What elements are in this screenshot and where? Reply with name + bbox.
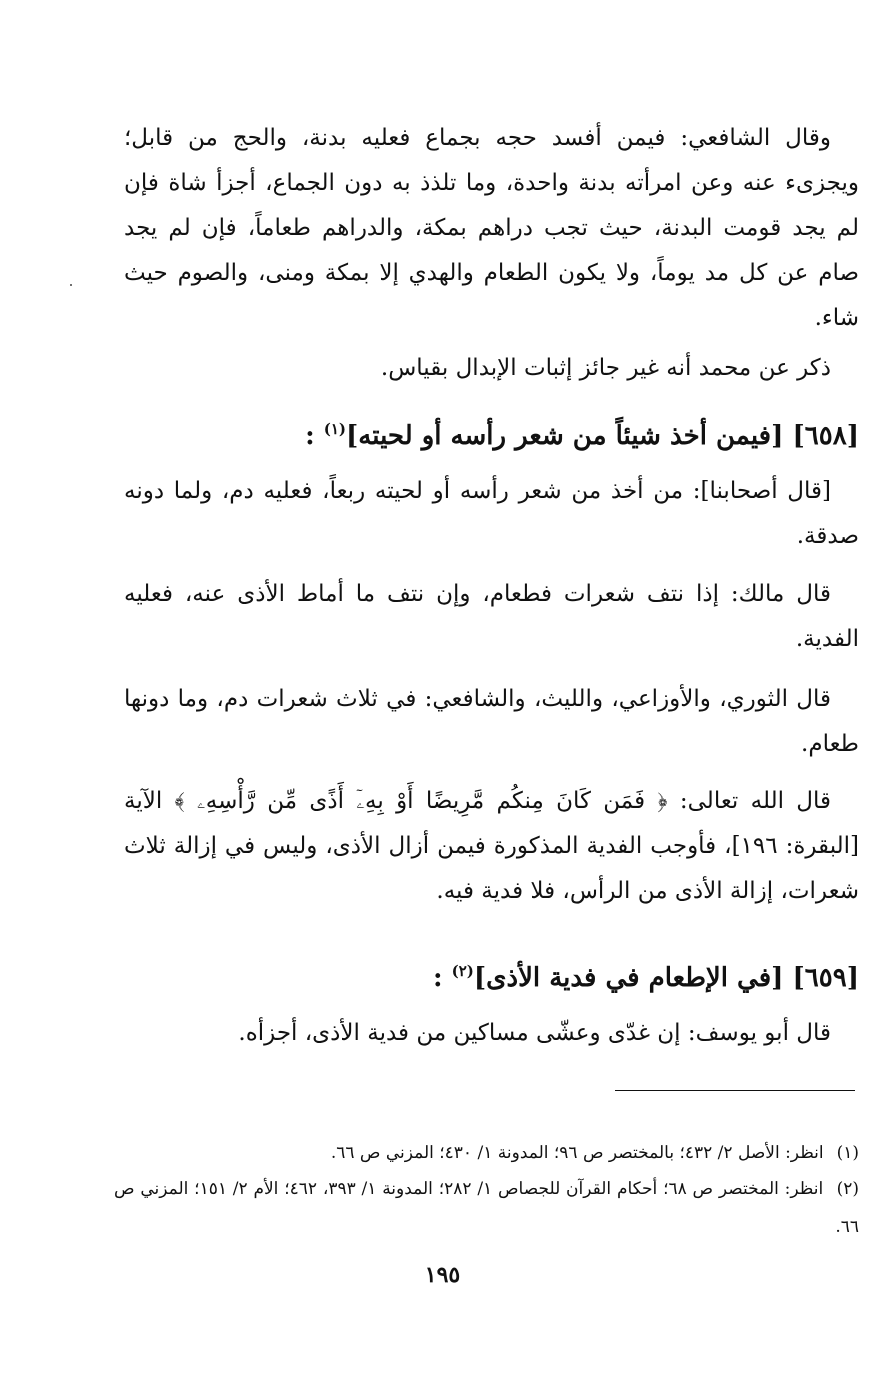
page-number: ١٩٥ bbox=[424, 1262, 461, 1288]
section-heading-658-title: [٦٥٨] [فيمن أخذ شيئاً من شعر رأسه أو لحيته] bbox=[346, 421, 859, 451]
paragraph-shafii-opinion: وقال الشافعي: فيمن أفسد حجه بجماع فعليه بدنة، والحج من قابل؛ ويجزىء عنه وعن امرأته بدنة واحدة، وما تلذذ به دون الجماع، أجزأ شاة فإن لم يجد قومت البدنة، حيث تجب دراهم بمكة، والدراهم طعاماً، فإن لم يجد صام عن كل مد يوماً، ولا يكون الطعام والهدي إلا بمكة ومنى، والصوم حيث شاء. bbox=[124, 125, 859, 331]
paragraph-thawri-opinion: قال الثوري، والأوزاعي، والليث، والشافعي: في ثلاث شعرات دم، وما دونها طعام. bbox=[124, 686, 859, 757]
footnote-separator bbox=[615, 1090, 855, 1091]
footnote-ref-1[interactable]: (١) bbox=[323, 420, 346, 438]
footnote-2-mark: (٢) bbox=[836, 1179, 859, 1199]
section-heading-659-title: [٦٥٩] [في الإطعام في فدية الأذى] bbox=[473, 963, 859, 993]
footnote-1-text: انظر: الأصل ٢/ ٤٣٢؛ بالمختصر ص ٩٦؛ المدونة ١/ ٤٣٠؛ المزني ص ٦٦. bbox=[330, 1143, 824, 1163]
footnote-2 bbox=[114, 1170, 859, 1246]
section-heading-659-colon: : bbox=[432, 963, 452, 993]
footnote-ref-2[interactable]: (٢) bbox=[451, 962, 474, 980]
paragraph-muhammad-opinion: ذكر عن محمد أنه غير جائز إثبات الإبدال بقياس. bbox=[380, 355, 831, 381]
footnote-1 bbox=[114, 1134, 859, 1172]
section-heading-658 bbox=[119, 416, 859, 456]
paragraph-malik-opinion: قال مالك: إذا نتف شعرات فطعام، وإن نتف ما أماط الأذى عنه، فعليه الفدية. bbox=[124, 581, 859, 652]
footnote-1-mark: (١) bbox=[836, 1143, 859, 1163]
section-heading-658-colon: : bbox=[305, 421, 324, 451]
scan-speck bbox=[70, 284, 72, 286]
paragraph-hanafi-opinion: [قال أصحابنا]: من أخذ من شعر رأسه أو لحيته ربعاً، فعليه دم، ولما دونه صدقة. bbox=[124, 478, 859, 549]
paragraph-abu-yusuf-opinion: قال أبو يوسف: إن غدّى وعشّى مساكين من فدية الأذى، أجزأه. bbox=[238, 1020, 831, 1046]
footnote-2-text: انظر: المختصر ص ٦٨؛ أحكام القرآن للجصاص ١/ ٢٨٢؛ المدونة ١/ ٣٩٣، ٤٦٢؛ الأم ٢/ ١٥١؛ المزني ص ٦٦. bbox=[114, 1179, 859, 1237]
section-heading-659 bbox=[119, 958, 859, 998]
paragraph-quran-evidence: قال الله تعالى: ﴿ فَمَن كَانَ مِنكُم مَّرِيضًا أَوْ بِهِۦٓ أَذًى مِّن رَّأْسِهِۦ ﴾ الآية [البقرة: ١٩٦]، فأوجب الفدية المذكورة فيمن أزال الأذى، وليس في إزالة ثلاث شعرات، إزالة الأذى من الرأس، فلا فدية فيه. bbox=[124, 788, 860, 904]
